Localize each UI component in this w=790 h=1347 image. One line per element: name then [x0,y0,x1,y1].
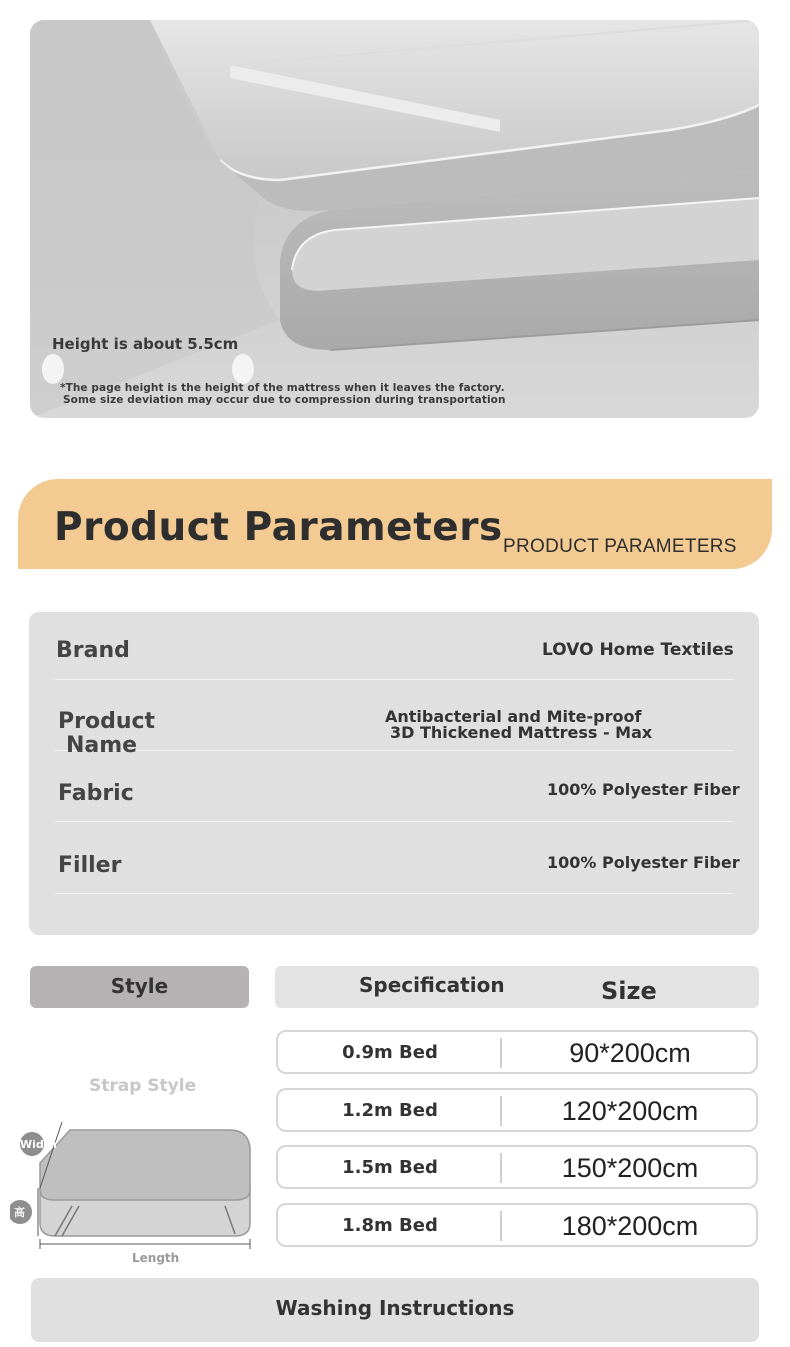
param-value-filler: 100% Polyester Fiber [547,853,740,872]
dimension-value: 180*200cm [561,1211,699,1241]
bed-size-label: 1.8m Bed [342,1215,438,1236]
parameters-table [29,612,759,935]
folded-mattress-illustration [30,20,759,418]
param-value-fabric: 100% Polyester Fiber [547,780,740,799]
param-value-product-name-line1: Antibacterial and Mite-proof [385,707,642,726]
param-label-product-name-line1: Product [58,709,156,734]
strap-style-label: Strap Style [89,1076,197,1096]
height-label: 高 [14,1206,25,1219]
height-note [60,383,506,406]
param-value-product-name [385,709,652,741]
size-row-1-5m [276,1145,758,1189]
marker-dot-left [42,354,64,384]
section-banner [18,479,772,569]
param-label-brand: Brand [56,638,130,663]
width-label: Width [20,1138,57,1151]
param-row-brand [55,612,733,680]
param-value-product-name-line2: 3D Thickened Mattress - Max [390,723,653,742]
bed-size-label: 1.5m Bed [342,1157,438,1178]
bed-size-label: 0.9m Bed [342,1042,438,1063]
size-row-1-8m [276,1203,758,1247]
marker-dot-right [232,354,254,384]
param-row-product-name [55,680,733,758]
banner-subtitle: PRODUCT PARAMETERS [503,536,737,557]
banner-title: Product Parameters [54,505,503,550]
param-row-fabric [55,751,740,822]
param-row-filler [55,822,740,894]
specification-header: Specification [359,973,505,997]
height-caption: Height is about 5.5cm [52,335,239,353]
param-label-product-name-line2: Name [66,733,138,758]
size-row-1-2m [276,1088,758,1132]
mattress-diagram [10,1118,260,1268]
height-note-line2: Some size deviation may occur due to compression during transportation [63,393,506,406]
product-photo [30,20,759,418]
height-note-line1: *The page height is the height of the mattress when it leaves the factory. [60,382,505,394]
dimension-value: 150*200cm [561,1153,699,1183]
size-row-0-9m [276,1030,758,1074]
param-value-brand: LOVO Home Textiles [542,640,734,660]
length-label: Length [132,1251,180,1265]
spec-header [275,966,759,1008]
param-label-fabric: Fabric [58,781,134,806]
bed-size-label: 1.2m Bed [342,1100,438,1121]
washing-instructions-header: Washing Instructions [31,1278,759,1342]
dimension-value: 120*200cm [561,1096,699,1126]
dimension-value: 90*200cm [569,1038,691,1068]
size-header: Size [601,977,657,1005]
param-label-filler: Filler [58,853,122,878]
style-header: Style [30,966,249,1008]
